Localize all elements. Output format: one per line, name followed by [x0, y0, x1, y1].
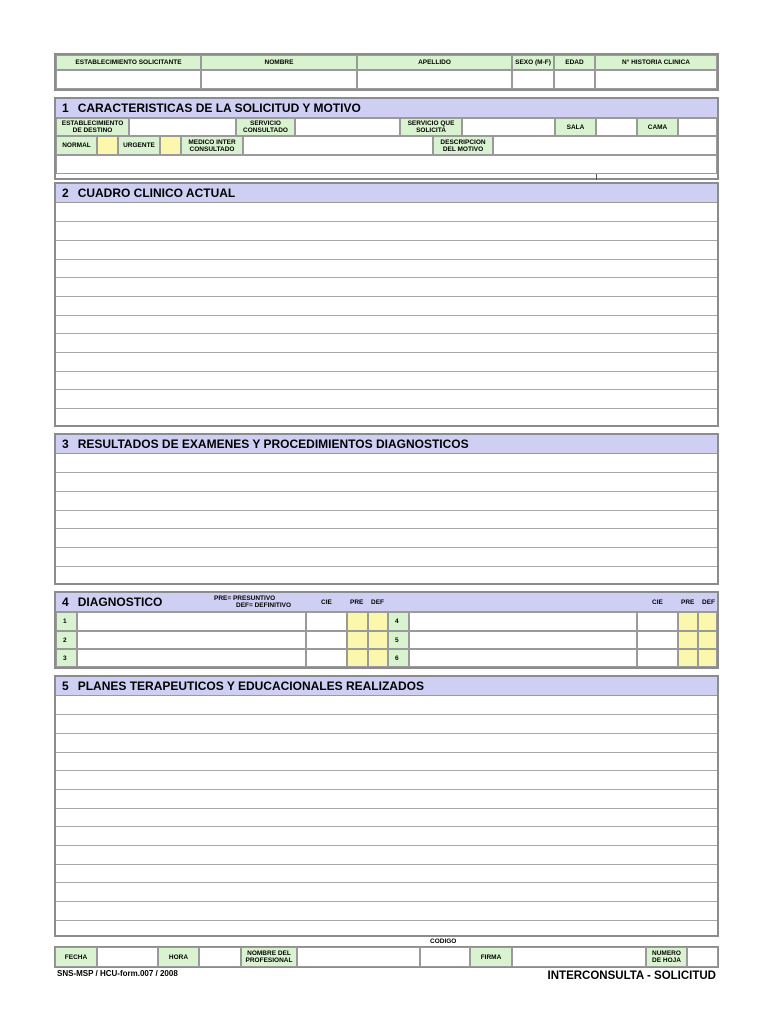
- nombre-profesional-label: NOMBRE DEL PROFESIONAL: [241, 947, 297, 967]
- section-cuadro-clinico: [54, 182, 719, 427]
- servicio-consultado-label: SERVICIO CONSULTADO: [236, 118, 295, 136]
- diag-row-number: 5: [388, 631, 409, 649]
- cama-field[interactable]: [678, 118, 717, 136]
- edad-field[interactable]: [554, 70, 595, 89]
- section-2-number: 2: [62, 186, 69, 200]
- sexo-field[interactable]: [512, 70, 554, 89]
- def-header-left: DEF: [371, 599, 384, 606]
- cuadro-clinico-textarea[interactable]: [56, 203, 717, 425]
- descripcion-field[interactable]: [493, 136, 717, 155]
- establecimiento-destino-field[interactable]: [129, 118, 236, 136]
- hora-field[interactable]: [199, 947, 241, 967]
- header-apellido-label: APELLIDO: [357, 55, 512, 70]
- establecimiento-destino-label: ESTABLECIMIENTO DE DESTINO: [56, 118, 129, 136]
- planes-textarea[interactable]: [56, 696, 717, 935]
- section-1-title: CARACTERISTICAS DE LA SOLICITUD Y MOTIVO: [77, 101, 361, 115]
- cama-label: CAMA: [637, 118, 678, 136]
- def-definition: DEF= DEFINITIVO: [236, 602, 292, 609]
- resultados-textarea[interactable]: [56, 454, 717, 583]
- section-5-number: 5: [62, 679, 69, 693]
- diag-5-cie-field[interactable]: [637, 631, 678, 649]
- cie-header-left: CIE: [321, 599, 332, 606]
- historia-field[interactable]: [595, 70, 717, 89]
- urgente-checkbox[interactable]: [160, 136, 181, 155]
- diag-6-def-checkbox[interactable]: [698, 649, 717, 667]
- servicio-consultado-field[interactable]: [295, 118, 400, 136]
- fecha-label: FECHA: [55, 947, 97, 967]
- signature-row: [54, 946, 719, 968]
- diag-5-pre-checkbox[interactable]: [678, 631, 698, 649]
- diag-row-number: 4: [388, 612, 409, 631]
- section-5-header: [56, 677, 717, 696]
- section-2-header: [56, 184, 717, 203]
- diag-2-pre-checkbox[interactable]: [347, 631, 368, 649]
- section-5-title: PLANES TERAPEUTICOS Y EDUCACIONALES REALIZADOS: [77, 679, 424, 693]
- diag-5-field[interactable]: [409, 631, 637, 649]
- diag-row-number: 3: [56, 649, 77, 667]
- header-establecimiento-label: ESTABLECIMIENTO SOLICITANTE: [56, 55, 201, 70]
- section-diagnostico: [54, 591, 719, 669]
- firma-field[interactable]: [512, 947, 646, 967]
- apellido-field[interactable]: [357, 70, 512, 89]
- diag-6-pre-checkbox[interactable]: [678, 649, 698, 667]
- pre-header-right: PRE: [681, 599, 695, 606]
- codigo-field[interactable]: [420, 947, 470, 967]
- diag-1-field[interactable]: [77, 612, 306, 631]
- section-4-title: DIAGNOSTICO: [77, 595, 163, 609]
- urgente-label: URGENTE: [118, 136, 160, 155]
- section-3-title: RESULTADOS DE EXAMENES Y PROCEDIMIENTOS DIAGNOSTICOS: [77, 437, 469, 451]
- establecimiento-field[interactable]: [56, 70, 201, 89]
- numero-hoja-label: NUMERO DE HOJA: [646, 947, 687, 967]
- fecha-field[interactable]: [97, 947, 158, 967]
- diag-2-def-checkbox[interactable]: [368, 631, 388, 649]
- patient-header: [54, 53, 719, 91]
- pre-definition: PRE= PRESUNTIVO: [214, 595, 276, 602]
- form-title: INTERCONSULTA - SOLICITUD: [547, 970, 716, 982]
- def-header-right: DEF: [702, 599, 715, 606]
- diag-4-def-checkbox[interactable]: [698, 612, 717, 631]
- diag-5-def-checkbox[interactable]: [698, 631, 717, 649]
- diag-3-field[interactable]: [77, 649, 306, 667]
- section-solicitud: [54, 97, 719, 180]
- descripcion-label: DESCRIPCION DEL MOTIVO: [433, 136, 493, 155]
- diag-4-pre-checkbox[interactable]: [678, 612, 698, 631]
- diag-6-cie-field[interactable]: [637, 649, 678, 667]
- section-1-number: 1: [62, 101, 69, 115]
- normal-checkbox[interactable]: [97, 136, 118, 155]
- diag-row-number: 1: [56, 612, 77, 631]
- diag-3-def-checkbox[interactable]: [368, 649, 388, 667]
- servicio-solicita-field[interactable]: [462, 118, 555, 136]
- diag-1-cie-field[interactable]: [306, 612, 347, 631]
- sala-field[interactable]: [596, 118, 637, 136]
- diag-1-pre-checkbox[interactable]: [347, 612, 368, 631]
- sala-label: SALA: [555, 118, 596, 136]
- diag-4-cie-field[interactable]: [637, 612, 678, 631]
- header-historia-label: N° HISTORIA CLINICA: [595, 55, 717, 70]
- cie-header-right: CIE: [652, 599, 663, 606]
- diag-row-number: 2: [56, 631, 77, 649]
- header-nombre-label: NOMBRE: [201, 55, 357, 70]
- section-4-number: 4: [62, 595, 69, 609]
- section-planes: [54, 675, 719, 937]
- codigo-label: CODIGO: [430, 938, 457, 945]
- firma-label: FIRMA: [470, 947, 512, 967]
- motivo-tick: [596, 174, 597, 180]
- form-code: SNS-MSP / HCU-form.007 / 2008: [57, 969, 178, 978]
- section-1-header: [56, 99, 717, 118]
- diag-3-pre-checkbox[interactable]: [347, 649, 368, 667]
- diag-2-field[interactable]: [77, 631, 306, 649]
- section-3-number: 3: [62, 437, 69, 451]
- section-2-title: CUADRO CLINICO ACTUAL: [77, 186, 236, 200]
- diag-3-cie-field[interactable]: [306, 649, 347, 667]
- diag-6-field[interactable]: [409, 649, 637, 667]
- medico-field[interactable]: [243, 136, 433, 155]
- nombre-profesional-field[interactable]: [297, 947, 420, 967]
- diag-2-cie-field[interactable]: [306, 631, 347, 649]
- section-resultados: [54, 433, 719, 585]
- motivo-line-field[interactable]: [56, 155, 717, 174]
- header-sexo-label: SEXO (M-F): [512, 55, 554, 70]
- pre-header-left: PRE: [350, 599, 364, 606]
- diag-row-number: 6: [388, 649, 409, 667]
- nombre-field[interactable]: [201, 70, 357, 89]
- servicio-solicita-label: SERVICIO QUE SOLICITA: [400, 118, 462, 136]
- section-4-header: [56, 593, 717, 612]
- section-3-header: [56, 435, 717, 454]
- numero-hoja-field[interactable]: [687, 947, 718, 967]
- medico-label: MEDICO INTER CONSULTADO: [181, 136, 243, 155]
- header-edad-label: EDAD: [554, 55, 595, 70]
- diag-4-field[interactable]: [409, 612, 637, 631]
- diag-1-def-checkbox[interactable]: [368, 612, 388, 631]
- hora-label: HORA: [158, 947, 199, 967]
- normal-label: NORMAL: [56, 136, 97, 155]
